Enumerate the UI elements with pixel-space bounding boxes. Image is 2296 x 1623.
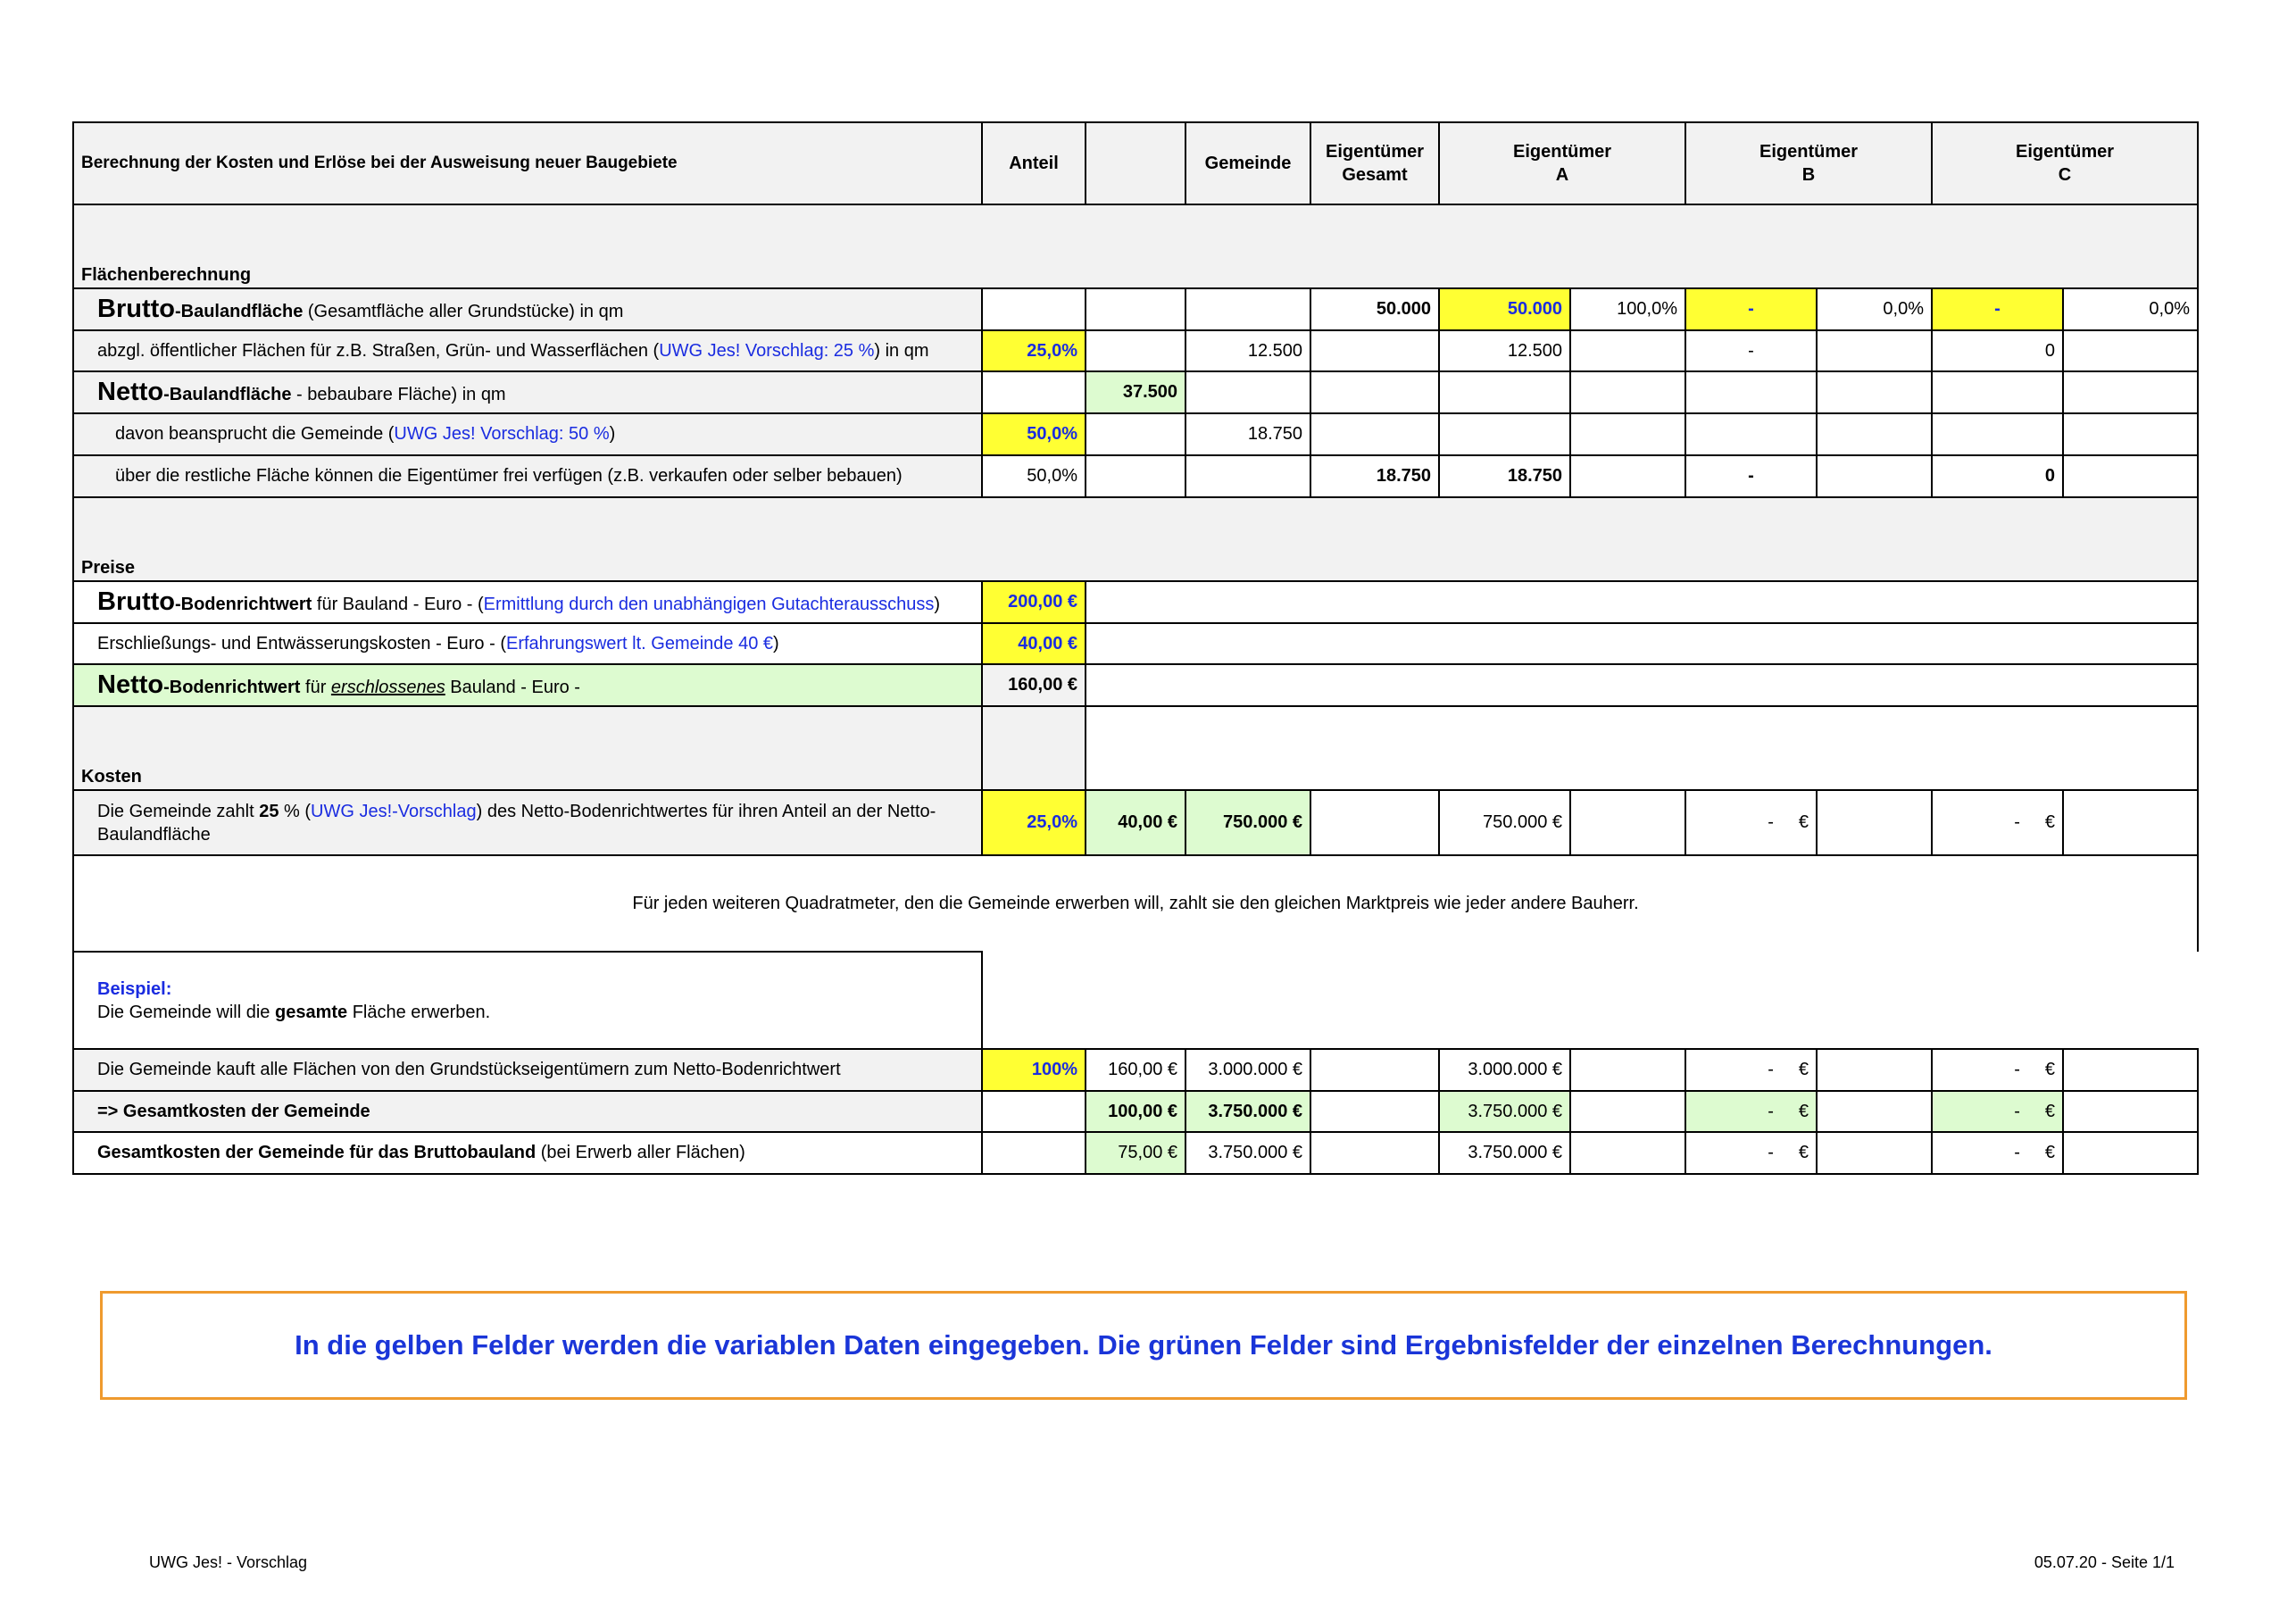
brutto-bodenrichtwert-input[interactable]: 200,00 € <box>982 581 1086 623</box>
davon-gemeinde: 18.750 <box>1185 413 1310 455</box>
abzgl-eig-a: 12.500 <box>1439 330 1570 371</box>
bruttobauland-eig-c: - € <box>1932 1132 2063 1174</box>
davon-gemeinde-label: davon beansprucht die Gemeinde (UWG Jes! Vorschlag: 50 %) <box>73 413 982 455</box>
header-row <box>73 122 2198 204</box>
row-brutto-bodenrichtwert <box>73 581 2198 623</box>
brutto-bodenrichtwert-label: Brutto-Bodenrichtwert für Bauland - Euro - (Ermittlung durch den unabhängigen Gutachterausschuss) <box>73 581 982 623</box>
bruttobauland-gemeinde: 3.750.000 € <box>1185 1132 1310 1174</box>
row-info <box>73 855 2198 952</box>
brutto-eig-a-pct: 100,0% <box>1570 288 1685 330</box>
gemeinde-zahlt-gemeinde: 750.000 € <box>1185 790 1310 855</box>
gemeinde-kauft-anteil-input[interactable]: 100% <box>982 1049 1086 1091</box>
calculation-table <box>72 121 2199 1175</box>
row-beispiel <box>73 952 2198 1049</box>
gesamtkosten-price: 100,00 € <box>1086 1091 1185 1132</box>
spreadsheet <box>72 121 2197 1175</box>
row-brutto-baulandflaeche <box>73 288 2198 330</box>
gemeinde-kauft-price: 160,00 € <box>1086 1049 1185 1091</box>
table-title: Berechnung der Kosten und Erlöse bei der Ausweisung neuer Baugebiete <box>73 122 982 204</box>
gemeinde-zahlt-eig-c: - € <box>1932 790 2063 855</box>
brutto-eig-b-pct: 0,0% <box>1817 288 1932 330</box>
brutto-eig-gesamt: 50.000 <box>1310 288 1439 330</box>
abzgl-label: abzgl. öffentlicher Flächen für z.B. Straßen, Grün- und Wasserflächen (UWG Jes! Vorschlag: 25 %) in qm <box>73 330 982 371</box>
gesamtkosten-eig-b: - € <box>1685 1091 1817 1132</box>
rest-eig-c: 0 <box>1932 455 2063 497</box>
netto-bodenrichtwert-result: 160,00 € <box>982 664 1086 706</box>
gemeinde-kauft-eig-c: - € <box>1932 1049 2063 1091</box>
erschliessungskosten-input[interactable]: 40,00 € <box>982 623 1086 664</box>
gemeinde-zahlt-price: 40,00 € <box>1086 790 1185 855</box>
erschliessungskosten-label: Erschließungs- und Entwässerungskosten - Euro - (Erfahrungswert lt. Gemeinde 40 €) <box>73 623 982 664</box>
gemeinde-kauft-eig-b: - € <box>1685 1049 1817 1091</box>
gemeinde-kauft-eig-a: 3.000.000 € <box>1439 1049 1570 1091</box>
col-empty <box>1086 122 1185 204</box>
brutto-eig-c-pct: 0,0% <box>2063 288 2198 330</box>
section-preise-row <box>73 497 2198 581</box>
abzgl-eig-b: - <box>1685 330 1817 371</box>
section-kosten: Kosten <box>73 706 982 790</box>
abzgl-eig-c: 0 <box>1932 330 2063 371</box>
gemeinde-zahlt-label: Die Gemeinde zahlt 25 % (UWG Jes!-Vorschlag) des Netto-Bodenrichtwertes für ihren Anteil an der Netto-Baulandfläche <box>73 790 982 855</box>
gesamtkosten-eig-c: - € <box>1932 1091 2063 1132</box>
row-erschliessungskosten <box>73 623 2198 664</box>
brutto-eig-a-input[interactable]: 50.000 <box>1439 288 1570 330</box>
col-eigentuemer-c: Eigentümer C <box>1932 122 2198 204</box>
col-eigentuemer-gesamt: Eigentümer Gesamt <box>1310 122 1439 204</box>
section-preise: Preise <box>73 497 2198 581</box>
section-flaechenberechnung: Flächenberechnung <box>73 204 2198 288</box>
row-davon-gemeinde <box>73 413 2198 455</box>
rest-eig-gesamt: 18.750 <box>1310 455 1439 497</box>
row-gesamtkosten-gemeinde <box>73 1091 2198 1132</box>
section-flaechen-row <box>73 204 2198 288</box>
restliche-flaeche-label: über die restliche Fläche können die Eigentümer frei verfügen (z.B. verkaufen oder selber bebauen) <box>73 455 982 497</box>
gemeinde-zahlt-eig-a: 750.000 € <box>1439 790 1570 855</box>
row-netto-baulandflaeche <box>73 371 2198 413</box>
row-restliche-flaeche <box>73 455 2198 497</box>
rest-eig-b: - <box>1685 455 1817 497</box>
col-anteil: Anteil <box>982 122 1086 204</box>
gemeinde-kauft-gemeinde: 3.000.000 € <box>1185 1049 1310 1091</box>
row-netto-bodenrichtwert <box>73 664 2198 706</box>
legend-note: In die gelben Felder werden die variablen Daten eingegeben. Die grünen Felder sind Ergebnisfelder der einzelnen Berechnungen. <box>100 1291 2187 1400</box>
gemeinde-zahlt-eig-b: - € <box>1685 790 1817 855</box>
gesamtkosten-gemeinde-label: => Gesamtkosten der Gemeinde <box>73 1091 982 1132</box>
bruttobauland-price: 75,00 € <box>1086 1132 1185 1174</box>
footer-right: 05.07.20 - Seite 1/1 <box>2034 1553 2175 1571</box>
abzgl-gemeinde: 12.500 <box>1185 330 1310 371</box>
brutto-eig-b-input[interactable]: - <box>1685 288 1817 330</box>
row-gesamtkosten-bruttobauland <box>73 1132 2198 1174</box>
row-gemeinde-zahlt <box>73 790 2198 855</box>
gemeinde-kauft-label: Die Gemeinde kauft alle Flächen von den Grundstückseigentümern zum Netto-Bodenrichtwert <box>73 1049 982 1091</box>
info-text: Für jeden weiteren Quadratmeter, den die Gemeinde erwerben will, zahlt sie den gleichen Marktpreis wie jeder andere Bauherr. <box>73 855 2198 952</box>
gemeinde-zahlt-anteil-input[interactable]: 25,0% <box>982 790 1086 855</box>
row-abzgl-oeffentliche-flaechen <box>73 330 2198 371</box>
footer-left: UWG Jes! - Vorschlag <box>149 1553 308 1571</box>
row-gemeinde-kauft <box>73 1049 2198 1091</box>
brutto-baulandflaeche-label: Brutto-Baulandfläche (Gesamtfläche aller Grundstücke) in qm <box>73 288 982 330</box>
gesamtkosten-eig-a: 3.750.000 € <box>1439 1091 1570 1132</box>
beispiel-box: Beispiel: Die Gemeinde will die gesamte Fläche erwerben. <box>73 952 982 1049</box>
abzgl-anteil-input[interactable]: 25,0% <box>982 330 1086 371</box>
bruttobauland-eig-b: - € <box>1685 1132 1817 1174</box>
bruttobauland-eig-a: 3.750.000 € <box>1439 1132 1570 1174</box>
davon-anteil-input[interactable]: 50,0% <box>982 413 1086 455</box>
col-eigentuemer-b: Eigentümer B <box>1685 122 1932 204</box>
rest-anteil: 50,0% <box>982 455 1086 497</box>
netto-baulandflaeche-result: 37.500 <box>1086 371 1185 413</box>
col-eigentuemer-a: Eigentümer A <box>1439 122 1685 204</box>
brutto-eig-c-input[interactable]: - <box>1932 288 2063 330</box>
gesamtkosten-gemeinde: 3.750.000 € <box>1185 1091 1310 1132</box>
rest-eig-a: 18.750 <box>1439 455 1570 497</box>
section-kosten-row <box>73 706 2198 790</box>
netto-baulandflaeche-label: Netto-Baulandfläche - bebaubare Fläche) in qm <box>73 371 982 413</box>
gesamtkosten-bruttobauland-label: Gesamtkosten der Gemeinde für das Bruttobauland (bei Erwerb aller Flächen) <box>73 1132 982 1174</box>
col-gemeinde: Gemeinde <box>1185 122 1310 204</box>
netto-bodenrichtwert-label: Netto-Bodenrichtwert für erschlossenes Bauland - Euro - <box>73 664 982 706</box>
